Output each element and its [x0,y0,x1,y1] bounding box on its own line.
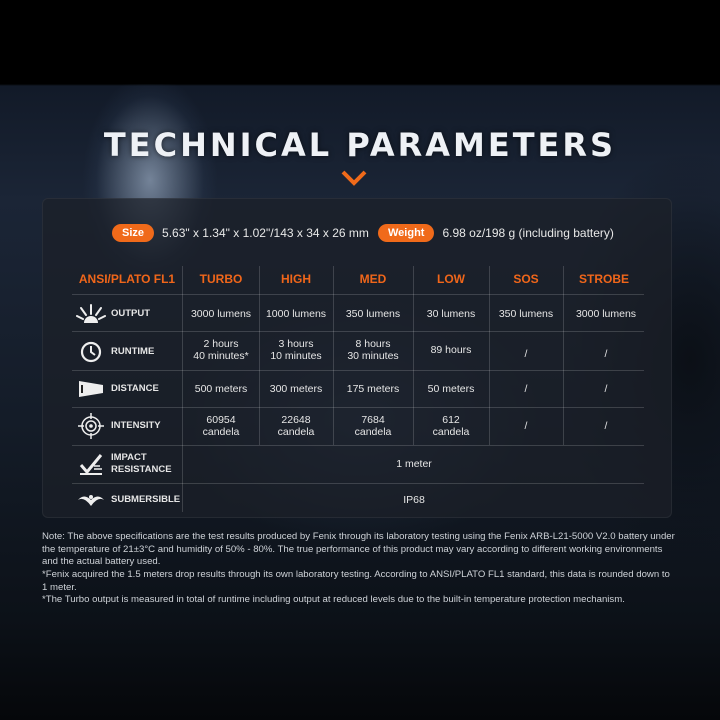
size-badge: Size [112,224,154,242]
row-label-distance [76,377,159,401]
table-cell-merged: IP68 [403,494,425,506]
table-cell: 8 hours 30 minutes [347,338,399,362]
col-header-high: HIGH [281,272,311,286]
table-cell: 2 hours 40 minutes* [193,338,249,362]
output-burst-icon [76,303,106,325]
row-label-text: RUNTIME [111,346,155,357]
table-cell: / [524,383,528,395]
table-cell: / [604,348,608,360]
row-label-intensity [76,414,161,438]
row-label-text: DISTANCE [111,383,159,394]
table-divider [72,294,644,295]
table-cell: 3 hours 10 minutes [270,338,322,362]
table-divider [72,331,644,332]
table-cell: 500 meters [194,383,248,395]
standard-header: ANSI/PLATO FL1 [78,272,176,286]
table-cell: 300 meters [269,383,323,395]
table-cell: / [604,383,608,395]
table-cell: 3000 lumens [190,308,252,320]
page-title: TECHNICAL PARAMETERS [103,126,617,164]
row-label-runtime [76,340,154,364]
size-spec [112,223,369,243]
table-cell: 30 lumens [426,308,476,320]
col-header-sos: SOS [513,272,539,286]
target-icon [76,415,106,437]
note-paragraph: *The Turbo output is measured in total of runtime including output at reduced levels due to the built-in temperature protection mechanism. [42,594,625,605]
table-cell: / [604,420,608,432]
table-divider [72,407,644,408]
impact-check-icon [76,453,106,475]
row-label-impact [76,450,172,478]
row-label-text: OUTPUT [111,308,151,319]
size-value: 5.63" x 1.34" x 1.02"/143 x 34 x 26 mm [162,226,369,240]
table-divider [72,370,644,371]
table-cell: 612 candela [432,414,470,438]
row-label-output [76,302,150,326]
col-header-strobe: STROBE [578,272,629,286]
table-cell: 1000 lumens [265,308,327,320]
top-black-band [0,0,720,84]
water-drop-icon [76,489,106,511]
distance-beam-icon [76,378,106,400]
table-divider [72,445,644,446]
weight-badge: Weight [378,224,434,242]
row-label-text: INTENSITY [111,420,161,431]
table-divider [72,483,644,484]
table-cell: 89 hours [430,344,472,356]
table-cell: 3000 lumens [575,308,637,320]
table-cell: 50 meters [427,383,475,395]
table-cell: 350 lumens [498,308,554,320]
note-paragraph: Note: The above specifications are the test results produced by Fenix through its laboratory testing using the Fenix ARB-L21-5000 V2.0 battery under the temperature of 21±3°C and humidity of 50% - 80%. The true performance of this product may vary according to different working environments and the actual battery used. [42,531,675,568]
row-label-submersible [76,489,180,511]
table-cell: 350 lumens [345,308,401,320]
col-header-med: MED [359,272,387,286]
table-cell: / [524,420,528,432]
table-cell: 7684 candela [354,414,392,438]
table-cell: 22648 candela [277,414,315,438]
clock-icon [76,341,106,363]
table-cell: / [524,348,528,360]
chevron-down-icon [341,170,367,186]
weight-value: 6.98 oz/198 g (including battery) [442,226,614,240]
note-paragraph: *Fenix acquired the 1.5 meters drop results through its own laboratory testing. According to ANSI/PLATO FL1 standard, this data is rounded down to 1 meter. [42,569,670,593]
row-label-text: IMPACT RESISTANCE [111,452,172,475]
col-header-turbo: TURBO [199,272,243,286]
weight-spec [378,223,614,243]
col-header-low: LOW [437,272,465,286]
table-cell-merged: 1 meter [396,458,432,470]
table-cell: 175 meters [346,383,400,395]
row-label-text: SUBMERSIBLE [111,494,181,505]
table-cell: 60954 candela [202,414,240,438]
